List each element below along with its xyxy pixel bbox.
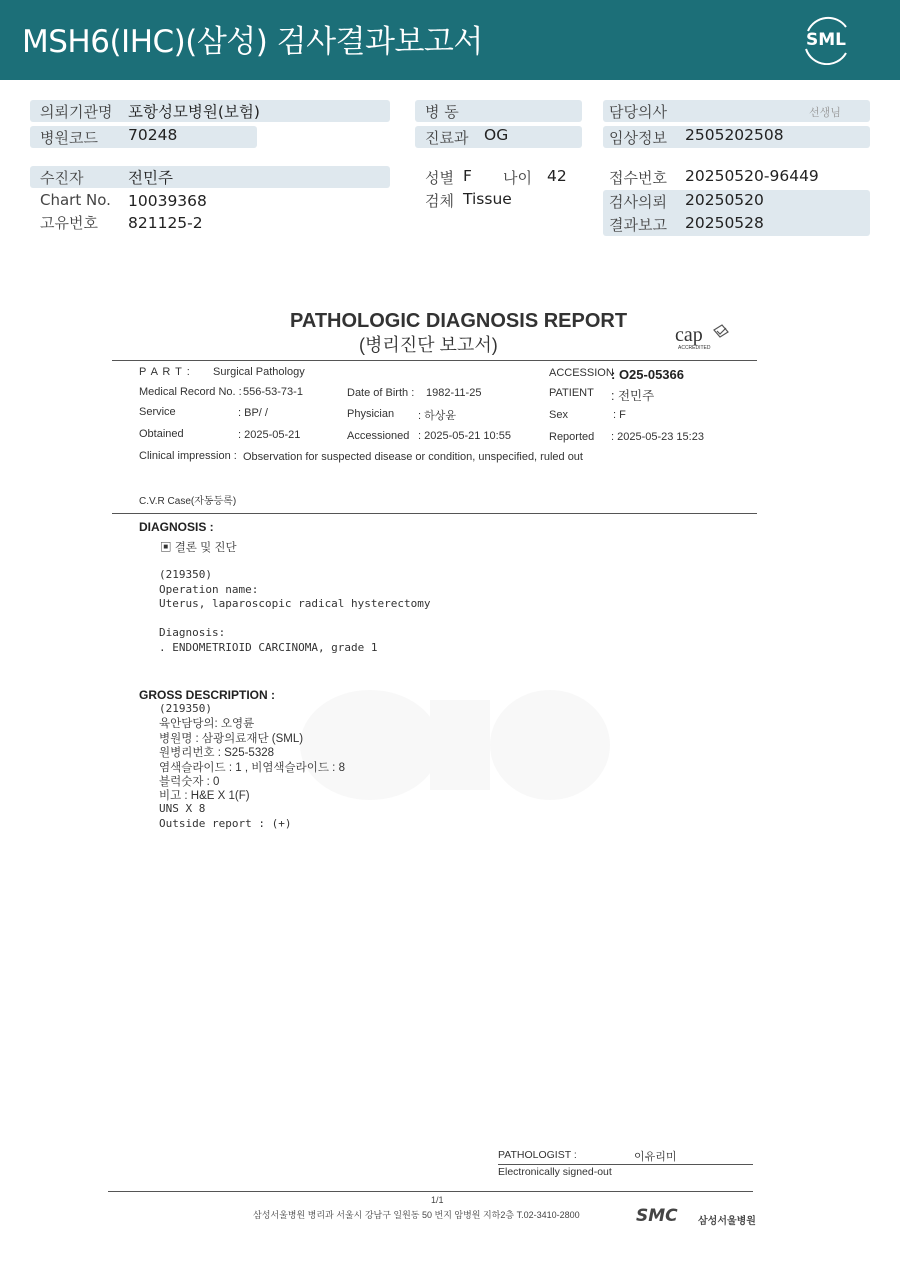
- obtained-label: Obtained: [139, 428, 184, 440]
- specimen-label: 검체: [425, 192, 454, 210]
- doctor-suffix: 선생님: [809, 106, 841, 119]
- institution-label: 의뢰기관명: [40, 103, 113, 121]
- ward-label: 병 동: [425, 103, 459, 121]
- report-sex-value: : F: [613, 409, 626, 421]
- request-value: 20250520: [685, 191, 764, 209]
- specimen-value: Tissue: [463, 190, 512, 208]
- reported-label: Reported: [549, 431, 595, 443]
- request-label: 검사의뢰: [609, 193, 667, 211]
- page-number: 1/1: [431, 1195, 444, 1205]
- institution-value: 포항성모병원(보험): [128, 103, 260, 121]
- chart-label: Chart No.: [40, 191, 111, 209]
- diagnosis-subheading: ▣ 결론 및 진단: [160, 542, 237, 554]
- clinical-impression-label: Clinical impression :: [139, 450, 237, 462]
- sml-logo-icon: [796, 13, 856, 65]
- gross-line: 블럭숫자 : 0: [159, 776, 220, 788]
- gross-line: 육안담당의: 오영륜: [159, 718, 255, 730]
- gross-line: 비고 : H&E X 1(F): [159, 790, 250, 802]
- svg-text:ACCREDITED: ACCREDITED: [678, 345, 711, 351]
- receipt-label: 접수번호: [609, 169, 667, 187]
- smc-logo: SMC: [636, 1206, 678, 1226]
- clinical-impression-value: Observation for suspected disease or condition, unspecified, ruled out: [243, 451, 583, 463]
- watermark-logo-icon: [280, 680, 620, 810]
- clinical-value: 2505202508: [685, 126, 784, 144]
- diagnosis-body: (219350) Operation name: Uterus, laparoscopic radical hysterectomy Diagnosis: . ENDOMETRIOID CARCINOMA, grade 1: [159, 568, 431, 654]
- header-bar: [0, 0, 900, 80]
- report-sex-label: Sex: [549, 409, 568, 421]
- hospital-code-label: 병원코드: [40, 129, 98, 147]
- sex-label: 성별: [425, 169, 454, 187]
- smc-hospital-name: 삼성서울병원: [698, 1216, 756, 1227]
- chart-value: 10039368: [128, 192, 207, 210]
- accession-label: ACCESSION: [549, 367, 614, 379]
- patient-label: 수진자: [40, 169, 84, 187]
- age-label: 나이: [503, 169, 532, 187]
- pathologist-label: PATHOLOGIST :: [498, 1149, 577, 1161]
- pathologist-name: 이유리미: [634, 1151, 677, 1163]
- dept-value: OG: [484, 126, 509, 144]
- signed-out-text: Electronically signed-out: [498, 1166, 612, 1178]
- dob-label: Date of Birth :: [347, 387, 415, 399]
- age-value: 42: [547, 167, 567, 185]
- gross-line: 원병리번호 : S25-5328: [159, 747, 275, 759]
- part-label: P A R T :: [139, 366, 191, 378]
- physician-label: Physician: [347, 408, 395, 420]
- id-value: 821125-2: [128, 214, 203, 232]
- page-title: MSH6(IHC)(삼성) 검사결과보고서: [22, 24, 483, 60]
- gross-line: 병원명 : 삼광의료재단 (SML): [159, 733, 304, 745]
- clinical-label: 임상정보: [609, 129, 667, 147]
- service-label: Service: [139, 406, 176, 418]
- gross-heading: GROSS DESCRIPTION :: [139, 688, 276, 702]
- accessioned-value: : 2025-05-21 10:55: [418, 430, 511, 442]
- service-value: : BP/ /: [238, 407, 268, 419]
- gross-line: 염색슬라이드 : 1 , 비염색슬라이드 : 8: [159, 762, 345, 774]
- report-divider-mid: [112, 513, 757, 514]
- sex-value: F: [463, 167, 472, 185]
- hospital-code-value: 70248: [128, 126, 178, 144]
- part-value: Surgical Pathology: [213, 366, 305, 378]
- mrn-label: Medical Record No. :: [139, 386, 242, 398]
- report-patient-label: PATIENT: [549, 387, 594, 399]
- gross-line: Outside report : (+): [159, 817, 292, 830]
- gross-line: (219350): [159, 702, 212, 715]
- svg-text:SML: SML: [806, 30, 846, 50]
- cvr-case: C.V.R Case(자동등록): [139, 496, 237, 507]
- result-value: 20250528: [685, 214, 764, 232]
- physician-value: : 하상윤: [418, 410, 456, 422]
- dob-value: 1982-11-25: [426, 387, 482, 399]
- report-patient-value: : 전민주: [611, 389, 655, 403]
- reported-value: : 2025-05-23 15:23: [611, 431, 704, 443]
- receipt-value: 20250520-96449: [685, 167, 819, 185]
- signature-line: [498, 1164, 753, 1165]
- svg-text:cap: cap: [675, 324, 703, 346]
- accession-value: : O25-05366: [611, 367, 684, 382]
- patient-value: 전민주: [128, 169, 173, 187]
- patient-row: [30, 166, 390, 188]
- mrn-value: 556-53-73-1: [243, 386, 303, 398]
- report-divider-top: [112, 360, 757, 361]
- doctor-label: 담당의사: [609, 103, 667, 121]
- cap-accredited-logo-icon: [672, 322, 734, 352]
- hospital-address: 삼성서울병원 병리과 서울시 강남구 일원동 50 번지 암병원 지하2층 T.02-3410-2800: [253, 1210, 580, 1220]
- accessioned-label: Accessioned: [347, 430, 410, 442]
- gross-line: UNS X 8: [159, 802, 206, 815]
- id-label: 고유번호: [40, 214, 98, 232]
- result-label: 결과보고: [609, 216, 667, 234]
- footer-divider: [108, 1191, 753, 1192]
- dept-label: 진료과: [425, 129, 469, 147]
- report-title: PATHOLOGIC DIAGNOSIS REPORT: [290, 310, 628, 332]
- report-subtitle: (병리진단 보고서): [359, 335, 498, 355]
- obtained-value: : 2025-05-21: [238, 429, 301, 441]
- diagnosis-heading: DIAGNOSIS :: [139, 520, 214, 534]
